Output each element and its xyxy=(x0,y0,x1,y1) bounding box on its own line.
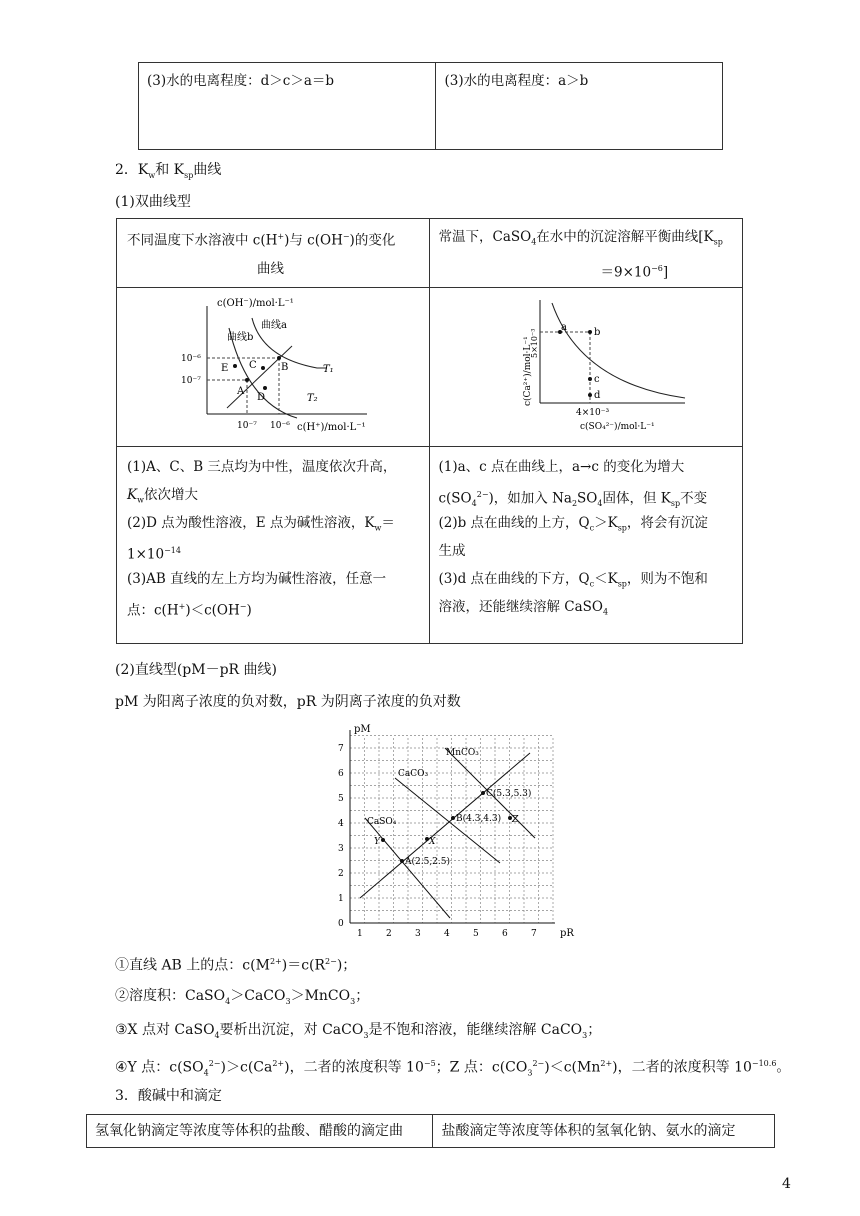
ytick-6: 6 xyxy=(338,769,344,779)
x-tick-labels xyxy=(357,929,537,939)
subsection-hyperbola: (1)双曲线型 xyxy=(115,194,191,210)
c-label: c xyxy=(594,374,601,385)
titration-table xyxy=(86,1114,775,1148)
d-label: d xyxy=(594,390,601,401)
xtick-3: 3 xyxy=(415,929,421,939)
n2b: ＞CaCO xyxy=(230,988,286,1004)
left-explain-cell xyxy=(117,447,430,644)
l4t: 1×10 xyxy=(127,546,165,563)
page-number: 4 xyxy=(782,1176,791,1192)
T2-label: T₂ xyxy=(307,393,318,404)
n3c: 是不饱和溶液，能继续溶解 CaCO xyxy=(368,1022,583,1038)
point-A xyxy=(245,378,249,382)
note-1: ①直线 AB 上的点：$c(M^{2+})=c(R^{2-})$； xyxy=(115,957,357,974)
r2t: c(SO xyxy=(438,490,472,507)
heading-mid: 和 K xyxy=(155,162,185,178)
kw-sub: w xyxy=(148,170,156,180)
l6t: 点：c(H xyxy=(127,602,179,619)
top-table-right-cell xyxy=(436,63,723,150)
top-table-left-text: (3)水的电离程度：d＞c＞a＝b xyxy=(147,73,335,89)
r2b: )，如加入 Na xyxy=(488,490,572,507)
n3d: ； xyxy=(587,1022,602,1038)
hl1c: )的变化 xyxy=(349,232,396,249)
n4g: 。 xyxy=(776,1059,791,1076)
n2c: ＞MnCO xyxy=(290,988,351,1004)
r5c: ，则为不饱和 xyxy=(626,571,708,587)
ksp-sub: sp xyxy=(184,170,194,180)
r4: 生成 xyxy=(438,543,466,559)
y-tick-labels xyxy=(338,744,344,929)
mnco3-label: MnCO₃ xyxy=(446,748,479,758)
ytick-7: 7 xyxy=(338,744,344,754)
right-xtick: 4×10⁻³ xyxy=(576,408,610,418)
Y-label: Y xyxy=(374,837,380,847)
hl1: 不同温度下水溶液中 c(H xyxy=(127,232,278,249)
xtick-2: 2 xyxy=(386,929,392,939)
r6: 溶液，还能继续溶解 CaSO$_4$ xyxy=(438,599,609,617)
l3: (2)D 点为酸性溶液，E 点为碱性溶液，$K_w=$ xyxy=(127,515,395,533)
top-table-right-text: (3)水的电离程度：a＞b xyxy=(444,73,589,89)
header-left-line2: 曲线 xyxy=(257,261,284,277)
n2: ②溶度积：CaSO xyxy=(115,988,226,1004)
right-ylabel: c(Ca²⁺)/mol·L⁻¹ xyxy=(523,336,534,406)
r2c: SO xyxy=(577,490,598,507)
n4f: )，二者的浓度积等 10 xyxy=(612,1059,752,1076)
ytick-5: 5 xyxy=(338,794,344,804)
r3: (2)b 点在曲线的上方，$Q_c>K_{sp}$，将会有沉淀 xyxy=(438,515,708,533)
hr1b: 在水中的沉淀溶解平衡曲线[K xyxy=(536,229,714,245)
ytick-0: 0 xyxy=(338,919,344,929)
r5t: (3)d 点在曲线的下方，Q xyxy=(438,571,590,587)
top-table-left-cell xyxy=(139,63,436,150)
section2-heading xyxy=(115,160,221,186)
y-tick-1: 10⁻⁶ xyxy=(181,354,201,364)
heading-end: 曲线 xyxy=(193,162,222,178)
point-d xyxy=(588,393,592,397)
point-C xyxy=(261,366,265,370)
n1: ①直线 AB 上的点：c(M xyxy=(115,957,270,974)
caco3-label: CaCO₃ xyxy=(398,769,429,779)
titration-left-text: 氢氧化钠滴定等浓度等体积的盐酸、醋酸的滴定曲 xyxy=(95,1123,403,1139)
x-tick-2: 10⁻⁶ xyxy=(270,421,290,431)
right-graph-cell xyxy=(430,288,743,447)
ytick-4: 4 xyxy=(338,819,344,829)
l3b: ＝ xyxy=(381,515,395,531)
right-xlabel: c(SO₄²⁻)/mol·L⁻¹ xyxy=(580,422,656,432)
y-tick-2: 10⁻⁷ xyxy=(181,376,201,386)
C-pm-label: C(5.3,5.3) xyxy=(486,789,532,799)
header-right-line2: $=9\times 10^{-6}$] xyxy=(600,264,669,281)
left-ylabel: c(OH⁻)/mol·L⁻¹ xyxy=(217,298,294,309)
hr2b: ] xyxy=(662,264,669,281)
r5: (3)d 点在曲线的下方，$Q_c<K_{sp}$，则为不饱和 xyxy=(438,571,708,589)
note-3: ③X 点对 CaSO$_4$要析出沉淀，对 CaCO$_3$是不饱和溶液，能继续溶解 CaCO$_3$； xyxy=(115,1022,602,1040)
titration-left-cell xyxy=(87,1115,433,1148)
left-xlabel: c(H⁺)/mol·L⁻¹ xyxy=(297,422,366,433)
titration-right-text: 盐酸滴定等浓度等体积的氢氧化钠、氨水的滴定 xyxy=(441,1123,736,1139)
grid-lines xyxy=(350,736,553,924)
pm-pr-description: pM 为阳离子浓度的负对数，pR 为阴离子浓度的负对数 xyxy=(115,694,461,710)
X-label: X xyxy=(429,837,436,847)
hr1: 常温下，CaSO xyxy=(438,229,532,245)
n1c: )； xyxy=(336,957,357,974)
ksp-curve xyxy=(552,303,685,398)
r3t: (2)b 点在曲线的上方，Q xyxy=(438,515,590,531)
A-label: A xyxy=(237,386,245,397)
right-ytick: 5×10⁻³ xyxy=(530,328,540,358)
pm-label: pM xyxy=(354,724,371,735)
left-graph-cell xyxy=(117,288,430,447)
pm-pr-graph xyxy=(310,718,580,948)
xtick-5: 5 xyxy=(473,929,479,939)
subsection-line-type: (2)直线型(pM－pR 曲线) xyxy=(115,662,278,678)
l5: (3)AB 直线的左上方均为碱性溶液，任意一 xyxy=(127,571,387,587)
n3b: 要析出沉淀，对 CaCO xyxy=(219,1022,364,1038)
point-c xyxy=(588,377,592,381)
curve-b-label: 曲线b xyxy=(227,332,254,343)
point-b xyxy=(588,330,592,334)
ytick-1: 1 xyxy=(338,894,344,904)
point-D xyxy=(263,386,267,390)
section3-heading: 3．酸碱中和滴定 xyxy=(115,1088,222,1104)
curve-a-label: 曲线a xyxy=(261,320,287,331)
a-label: a xyxy=(561,322,568,333)
point-Y xyxy=(381,838,385,842)
n4: ④Y 点：c(SO xyxy=(115,1059,204,1076)
r2: $c(SO_4^{2-})$，如加入 $Na_2SO_4$固体，但 $K_{sp}$不变 xyxy=(438,490,708,509)
top-table xyxy=(138,62,723,150)
point-B-pm xyxy=(451,816,455,820)
Z-label: Z xyxy=(512,815,519,825)
l2t: 依次增大 xyxy=(143,487,198,503)
ksp-curve-graph xyxy=(430,288,742,446)
l3t: (2)D 点为酸性溶液，E 点为碱性溶液，K xyxy=(127,515,375,531)
B-pm-label: B(4.3,4.3) xyxy=(456,814,502,824)
header-left-cell xyxy=(117,219,430,288)
xtick-7: 7 xyxy=(531,929,537,939)
A-pm-label: A(2.5,2.5) xyxy=(405,857,451,867)
n2d: ； xyxy=(355,988,370,1004)
r3c: ，将会有沉淀 xyxy=(626,515,708,531)
n3: ③X 点对 CaSO xyxy=(115,1022,215,1038)
n4e: )＜c(Mn xyxy=(544,1059,601,1076)
r3b: ＞K xyxy=(594,515,618,531)
hr2: ＝9×10 xyxy=(600,264,652,281)
heading-text: 2．K xyxy=(115,162,149,178)
point-A-pm xyxy=(400,859,404,863)
T1-label: T₁ xyxy=(323,364,334,375)
ksp-table xyxy=(116,218,743,644)
r5b: ＜K xyxy=(594,571,618,587)
r2e: 不变 xyxy=(680,490,708,507)
ytick-3: 3 xyxy=(338,844,344,854)
C-label: C xyxy=(249,360,257,371)
r2d: 固体，但 K xyxy=(602,490,671,507)
l1: (1)A、C、B 三点均为中性，温度依次升高， xyxy=(127,459,397,475)
D-label: D xyxy=(257,392,266,403)
caso4-label: CaSO₄ xyxy=(367,817,397,827)
right-explain-cell xyxy=(430,447,743,644)
n4b: )＞c(Ca xyxy=(220,1059,273,1076)
xtick-4: 4 xyxy=(444,929,450,939)
r1: (1)a、c 点在曲线上，a→c 的变化为增大 xyxy=(438,459,685,475)
n4d: ；Z 点：c(CO xyxy=(435,1059,528,1076)
l2: $K_w$依次增大 xyxy=(127,487,198,505)
hl1b: )与 c(OH xyxy=(284,232,343,249)
note-2: ②溶度积：CaSO$_4$＞CaCO$_3$＞MnCO$_3$； xyxy=(115,988,370,1006)
pr-label: pR xyxy=(560,928,574,939)
point-B xyxy=(277,356,281,360)
l6b: )＜c(OH xyxy=(185,602,240,619)
xtick-6: 6 xyxy=(502,929,508,939)
xtick-1: 1 xyxy=(357,929,363,939)
note-4: ④Y 点：$c(SO_4^{2-})>c(Ca^{2+})$，二者的浓度积等 $10^{-5}$；Z 点：$c(CO_3^{2-})<c(Mn^{2+})$，二者的浓度积等 $10^{-10.6}$。 xyxy=(115,1059,791,1078)
x-tick-1: 10⁻⁷ xyxy=(237,421,257,431)
point-C-pm xyxy=(481,791,485,795)
n4c: )，二者的浓度积等 10 xyxy=(284,1059,424,1076)
r6t: 溶液，还能继续溶解 CaSO xyxy=(438,599,603,615)
b-label: b xyxy=(594,327,601,338)
header-left-line1: 不同温度下水溶液中 c(H+)与 c(OH−)的变化 xyxy=(127,232,396,249)
l6: 点：c(H+)＜c(OH−) xyxy=(127,602,252,619)
n1b: )＝c(R xyxy=(281,957,326,974)
E-label: E xyxy=(221,363,229,374)
kw-curve-graph xyxy=(117,288,430,446)
l4: $1\times 10^{-14}$ xyxy=(127,546,181,563)
titration-right-cell xyxy=(433,1115,775,1148)
ytick-2: 2 xyxy=(338,869,344,879)
l6c: ) xyxy=(246,602,252,619)
header-right-cell xyxy=(430,219,743,288)
point-E xyxy=(233,364,237,368)
header-right-line1: 常温下，CaSO$_4$在水中的沉淀溶解平衡曲线[$K_{sp}$ xyxy=(438,229,723,247)
B-label: B xyxy=(281,362,289,373)
